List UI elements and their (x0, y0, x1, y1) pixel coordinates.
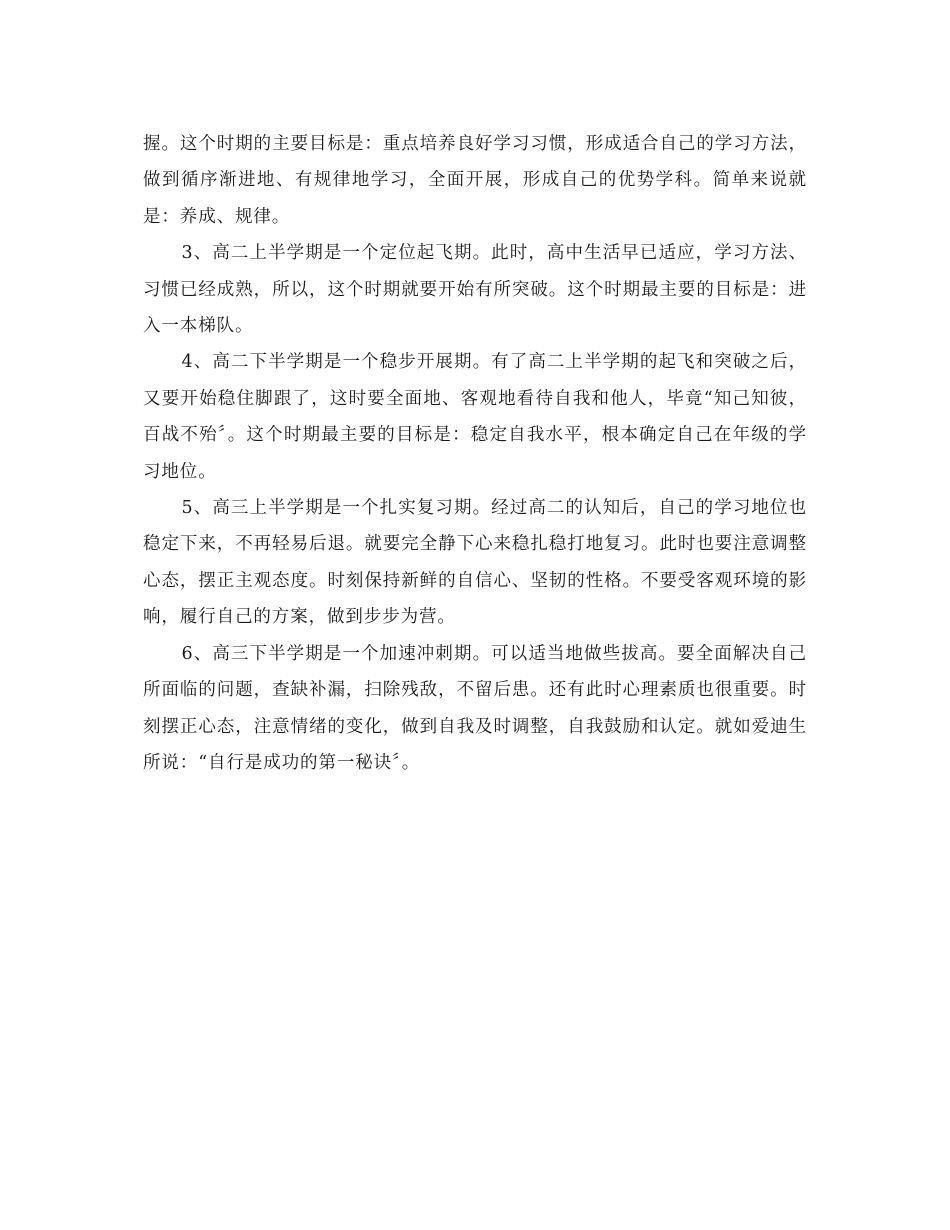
paragraph-item-3: 3、高二上半学期是一个定位起飞期。此时，高中生活早已适应，学习方法、习惯已经成熟，所以，这个时期就要开始有所突破。这个时期最主要的目标是：进入一本梯队。 (143, 243, 807, 337)
paragraph-item-4: 4、高二下半学期是一个稳步开展期。有了高二上半学期的起飞和突破之后，又要开始稳住脚跟了，这时要全面地、客观地看待自我和他人，毕竟“知己知彼，百战不殆〞。这个时期最主要的目标是：稳定自我水平，根本确定自己在年级的学习地位。 (143, 352, 807, 482)
document-body (143, 126, 807, 781)
paragraph-item-6: 6、高三下半学期是一个加速冲刺期。可以适当地做些拔高。要全面解决自己所面临的问题，查缺补漏，扫除残敌，不留后患。还有此时心理素质也很重要。时刻摆正心态，注意情绪的变化，做到自我及时调整，自我鼓励和认定。就如爱迪生所说：“自行是成功的第一秘诀〞。 (143, 643, 807, 773)
paragraph-item-5: 5、高三上半学期是一个扎实复习期。经过高二的认知后，自己的学习地位也稳定下来，不再轻易后退。就要完全静下心来稳扎稳打地复习。此时也要注意调整心态，摆正主观态度。时刻保持新鲜的自信心、坚韧的性格。不要受客观环境的影响，履行自己的方案，做到步步为营。 (143, 498, 807, 628)
paragraph-continuation: 握。这个时期的主要目标是：重点培养良好学习习惯，形成适合自己的学习方法，做到循序渐进地、有规律地学习，全面开展，形成自己的优势学科。简单来说就是：养成、规律。 (143, 134, 807, 227)
